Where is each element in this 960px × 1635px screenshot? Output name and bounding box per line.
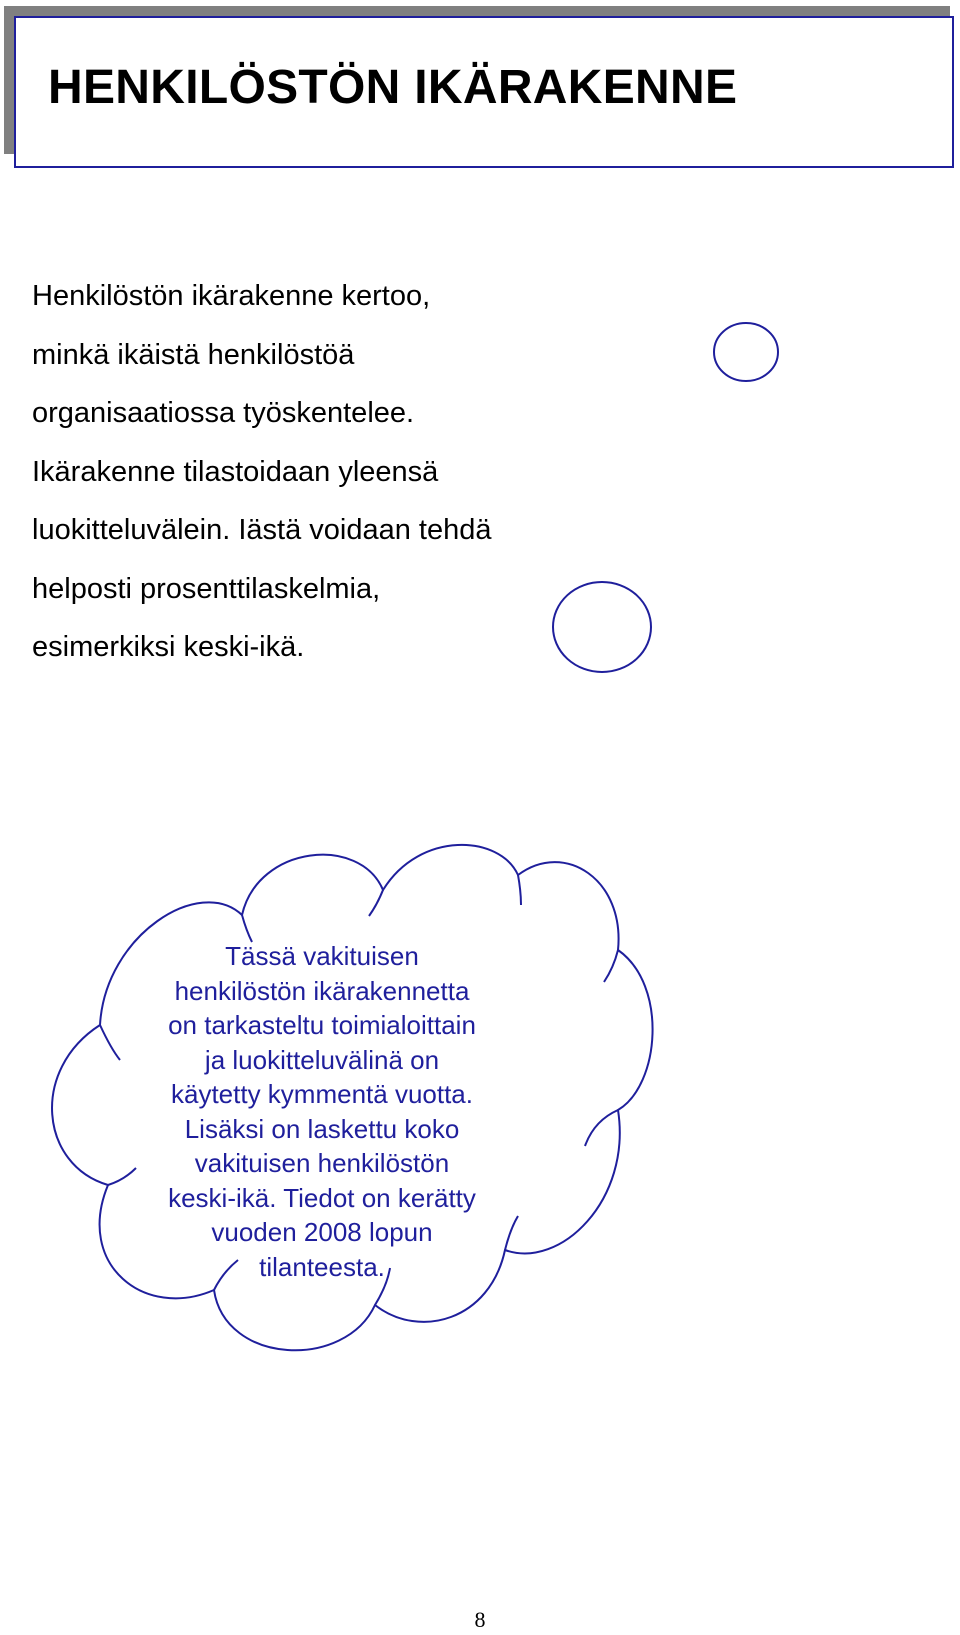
- cloud-text: [110, 939, 534, 1284]
- cloud-text-line: henkilöstön ikärakennetta: [174, 975, 470, 1006]
- intro-line: Ikärakenne tilastoidaan yleensä: [32, 455, 439, 488]
- thought-bubble-medium-circle: [553, 582, 651, 672]
- cloud-text-line: käytetty kymmentä vuotta.: [170, 1079, 473, 1109]
- page-number: 8: [474, 1607, 486, 1632]
- cloud-text-line: ja luokitteluvälinä on: [204, 1044, 440, 1075]
- intro-line: minkä ikäistä henkilöstöä: [32, 338, 355, 371]
- thought-bubble-small-circle: [714, 323, 778, 381]
- cloud-text-line: on tarkasteltu toimialoittain: [168, 1010, 476, 1040]
- thought-cloud-inner-curve: [369, 890, 383, 916]
- cloud-text-line: Tässä vakituisen: [225, 941, 419, 971]
- page-title: HENKILÖSTÖN IKÄRAKENNE: [48, 61, 738, 114]
- intro-line: Henkilöstön ikärakenne kertoo,: [32, 280, 431, 312]
- intro-line: luokitteluvälein. Iästä voidaan tehdä: [32, 514, 492, 546]
- intro-line: helposti prosenttilaskelmia,: [32, 572, 381, 605]
- thought-cloud-inner-curve: [585, 1110, 618, 1146]
- cloud-text-line: tilanteesta.: [259, 1251, 385, 1282]
- cloud-text-line: keski-ikä. Tiedot on kerätty: [168, 1182, 476, 1213]
- thought-cloud-inner-curve: [518, 875, 521, 905]
- thought-cloud-inner-curve: [604, 950, 618, 982]
- cloud-text-line: Lisäksi on laskettu koko: [184, 1113, 460, 1144]
- thought-cloud-inner-curve: [242, 915, 252, 942]
- intro-line: organisaatiossa työskentelee.: [32, 397, 415, 429]
- cloud-text-line: vakituisen henkilöstön: [194, 1148, 450, 1178]
- cloud-text-line: vuoden 2008 lopun: [211, 1217, 433, 1247]
- intro-line: esimerkiksi keski-ikä.: [32, 631, 305, 663]
